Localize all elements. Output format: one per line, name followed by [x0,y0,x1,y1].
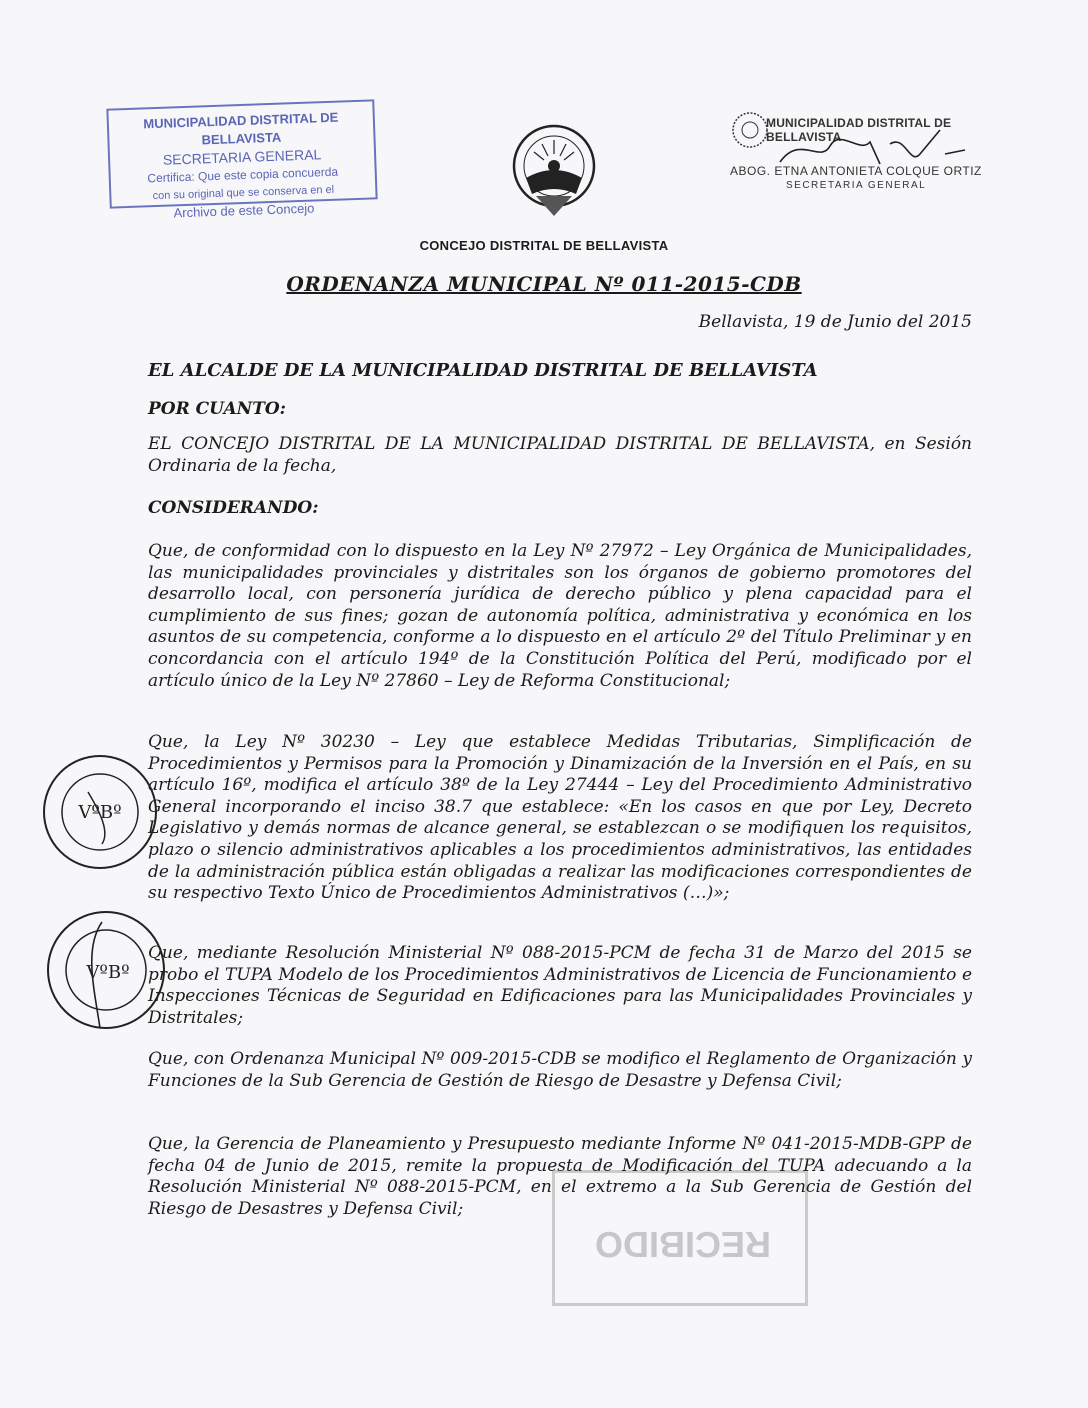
considerando-paragraph: Que, la Ley Nº 30230 – Ley que establece Medidas Tributarias, Simplificación de Procedimientos y Permisos para la Promoción y Dinamización de la Inversión en el País, en su artículo 16º, modifica el artículo 38º de la Ley 27444 – Ley del Procedimiento Administrativo General incorporando el inciso 38.7 que establece: «En los casos en que por Ley, Decreto Legislativo y demás normas de alcance general, se establezcan o se modifiquen los requisitos, plazo o silencio administrativos aplicables a los procedimientos administrativos, las entidades de la administración pública están obligadas a realizar las modificaciones correspondientes de su respectivo Texto Único de Procedimientos Administrativos (…)»; [148,732,972,904]
vobo-secretaria-stamp-icon [40,752,160,872]
stamp-line: SECRETARIA GENERAL [162,146,322,168]
stamp-line: MUNICIPALIDAD DISTRITAL DE BELLAVISTA [143,109,339,148]
considerando-heading: CONSIDERANDO: [148,498,319,518]
svg-text:VºBº: VºBº [78,802,122,823]
considerando-paragraph: Que, la Gerencia de Planeamiento y Presupuesto mediante Informe Nº 041-2015-MDB-GPP de fecha 04 de Junio de 2015, remite la propuesta de Modificación del TUPA adecuando a la Resolución Ministerial Nº 088-2015-PCM, en el extremo a la Sub Gerencia de Gestión del Riesgo de Desastres y Defensa Civil; [148,1134,972,1219]
por-cuanto-heading: POR CUANTO: [148,399,286,419]
alcalde-heading: EL ALCALDE DE LA MUNICIPALIDAD DISTRITAL DE BELLAVISTA [148,360,818,381]
municipal-logo-icon [506,122,602,234]
stamp-line: Certifica: Que este copia concuerda [147,164,339,186]
considerando-paragraph: Que, mediante Resolución Ministerial Nº 088-2015-PCM de fecha 31 de Marzo del 2015 se probo el TUPA Modelo de los Procedimientos Administrativos de Licencia de Funcionamiento e Inspecciones Técnicas de Seguridad en Edificaciones para las Municipalidades Provinciales y Distritales; [148,943,972,1028]
considerando-paragraph: Que, de conformidad con lo dispuesto en la Ley Nº 27972 – Ley Orgánica de Municipalidades, las municipalidades provinciales y distritales son los órganos de gobierno promotores del desarrollo local, con personería jurídica de derecho público y plena capacidad para el cumplimiento de sus fines; gozan de autonomía política, administrativa y económica en los asuntos de su competencia, conforme a lo dispuesto en el artículo 2º del Título Preliminar y en concordancia con el artículo 194º de la Constitución Política del Perú, modificado por el artículo único de la Ley Nº 27860 – Ley de Reforma Constitucional; [148,541,972,691]
org-name: CONCEJO DISTRITAL DE BELLAVISTA [419,238,669,253]
recibido-label: RECIBIDO [595,1224,772,1265]
secretary-signature-stamp [730,108,990,198]
svg-text:VºBº: VºBº [86,962,130,983]
vobo-alcaldia-stamp-icon [44,908,168,1032]
considerando-paragraph: Que, con Ordenanza Municipal Nº 009-2015-CDB se modifico el Reglamento de Organización y Funciones de la Sub Gerencia de Gestión de Riesgo de Desastre y Defensa Civil; [148,1049,972,1091]
secretary-name: ABOG. ETNA ANTONIETA COLQUE ORTIZ [730,164,982,178]
concejo-paragraph: EL CONCEJO DISTRITAL DE LA MUNICIPALIDAD DISTRITAL DE BELLAVISTA, en Sesión Ordinaria de la fecha, [148,434,972,476]
copy-certification-stamp [106,99,377,221]
stamp-line: Archivo de este Concejo [173,200,315,221]
place-date: Bellavista, 19 de Junio del 2015 [698,312,972,332]
recibido-stamp [552,1170,808,1306]
stamp-heading: MUNICIPALIDAD DISTRITAL DE BELLAVISTA [766,116,952,144]
secretary-title: SECRETARIA GENERAL [786,180,927,191]
seal-icon [730,110,770,150]
document-title: ORDENANZA MUNICIPAL Nº 011-2015-CDB [286,272,802,296]
stamp-line: con su original que se conserva en el [152,183,335,203]
